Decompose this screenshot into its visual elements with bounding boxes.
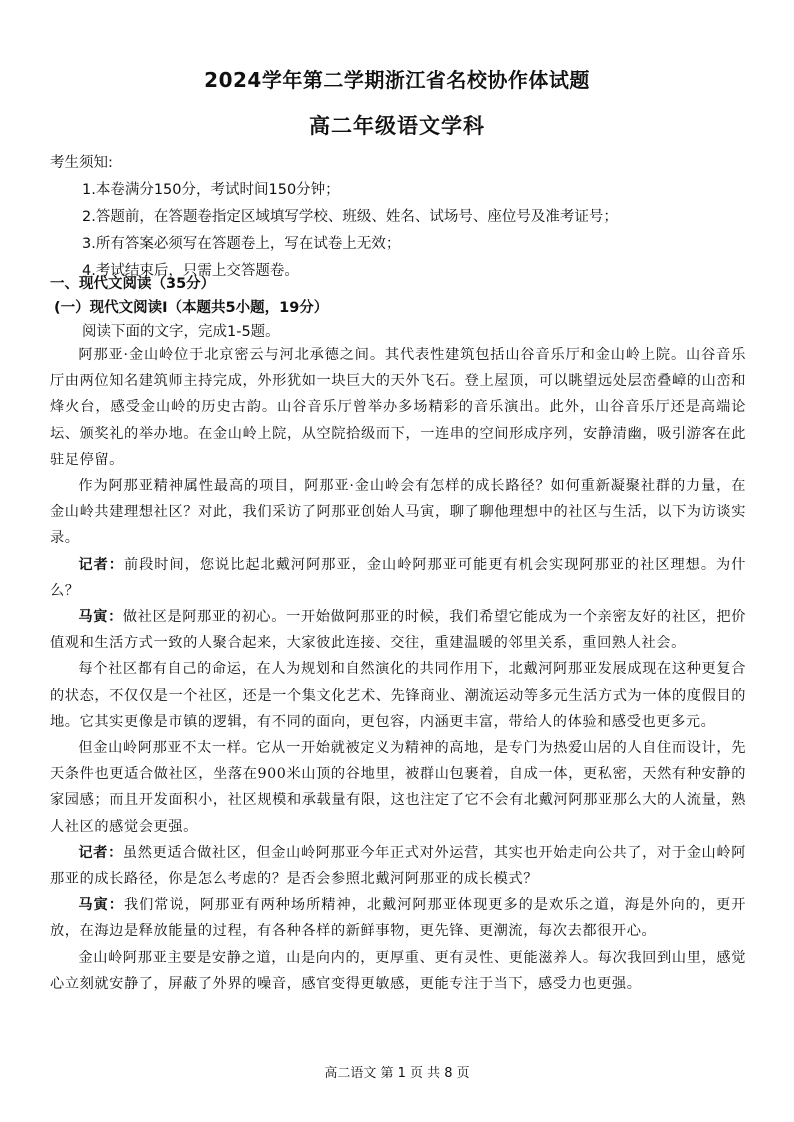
passage-paragraph: 阿那亚·金山岭位于北京密云与河北承德之间。其代表性建筑包括山谷音乐厅和金山岭上院。山谷音乐厅由两位知名建筑师主持完成，外形犹如一块巨大的天外飞石。登上屋顶，可以眺望远处层峦叠嶂的山峦和烽火台，感受金山岭的历史古韵。山谷音乐厅曾举办多场精彩的音乐演出。此外，山谷音乐厅还是高端论坛、颁奖礼的举办地。在金山岭上院，从空院拾级而下，一连串的空间形成序列，安静清幽，吸引游客在此驻足停留。 xyxy=(50,347,746,468)
interview-answer xyxy=(50,892,746,944)
exam-subtitle: 高二年级语文学科 xyxy=(309,114,485,138)
notice-item: 4.考试结束后，只需上交答题卷。 xyxy=(82,263,299,279)
candidate-notice xyxy=(50,150,618,285)
notice-item: 1.本卷满分150分，考试时间150分钟； xyxy=(82,182,340,198)
subsection-heading: (一）现代文阅读Ⅰ（本题共5小题，19分） xyxy=(54,300,329,316)
reading-instruction: 阅读下面的文字，完成1-5题。 xyxy=(82,324,280,340)
interview-question xyxy=(50,552,746,604)
passage-paragraph: 作为阿那亚精神属性最高的项目，阿那亚·金山岭会有怎样的成长路径？如何重新凝聚社群的力量，在金山岭共建理想社区？对此，我们采访了阿那亚创始人马寅，聊了聊他理想中的社区与生活，以下为访谈实录。 xyxy=(50,478,746,547)
reading-passage xyxy=(50,342,746,997)
question-text: 虽然更适合做社区，但金山岭阿那亚今年正式对外运营，其实也开始走向公共了，对于金山岭阿那亚的成长路径，你是怎么考虑的？是否会参照北戴河阿那亚的成长模式？ xyxy=(50,844,746,888)
section-heading: 一、现代文阅读（35分） xyxy=(50,276,216,292)
speaker-label: 马寅： xyxy=(78,897,124,914)
page-footer: 高二语文 第 1 页 共 8 页 xyxy=(324,1066,470,1081)
passage-paragraph: 但金山岭阿那亚不太一样。它从一开始就被定义为精神的高地，是专门为热爱山居的人自住而设计，先天条件也更适合做社区，坐落在900米山顶的谷地里，被群山包裹着，自成一体，更私密，天然有种安静的家园感；而且开发面积小，社区规模和承载量有限，这也注定了它不会有北戴河阿那亚那么大的人流量，熟人社区的感觉会更强。 xyxy=(50,740,746,835)
answer-text: 我们常说，阿那亚有两种场所精神，北戴河阿那亚体现更多的是欢乐之道，海是外向的，更开放，在海边是释放能量的过程，有各种各样的新鲜事物，更先锋、更潮流，每次去都很开心。 xyxy=(50,897,746,940)
interview-answer xyxy=(50,604,746,656)
question-text: 前段时间，您说比起北戴河阿那亚，金山岭阿那亚可能更有机会实现阿那亚的社区理想。为什么？ xyxy=(50,556,746,599)
speaker-label: 记者： xyxy=(78,844,123,861)
speaker-label: 马寅： xyxy=(78,609,123,626)
passage-paragraph: 每个社区都有自己的命运，在人为规划和自然演化的共同作用下，北戴河阿那亚发展成现在这种更复合的状态，不仅仅是一个社区，还是一个集文化艺术、先锋商业、潮流运动等多元生活方式为一体的度假目的地。它其实更像是市镇的逻辑，有不同的面向，更包容，内涵更丰富，带给人的体验和感受也更多元。 xyxy=(50,661,746,730)
notice-heading: 考生须知: xyxy=(50,155,113,171)
answer-text: 做社区是阿那亚的初心。一开始做阿那亚的时候，我们希望它能成为一个亲密友好的社区，把价值观和生活方式一致的人聚合起来，大家彼此连接、交往，重建温暖的邻里关系，重回熟人社会。 xyxy=(50,609,746,652)
notice-item: 3.所有答案必须写在答题卷上，写在试卷上无效； xyxy=(82,236,401,252)
notice-item: 2.答题前，在答题卷指定区域填写学校、班级、姓名、试场号、座位号及准考证号； xyxy=(82,209,618,225)
exam-title: 2024学年第二学期浙江省名校协作体试题 xyxy=(204,68,590,92)
interview-question xyxy=(50,840,746,892)
speaker-label: 记者： xyxy=(78,556,124,573)
passage-paragraph: 金山岭阿那亚主要是安静之道，山是向内的，更厚重、更有灵性、更能滋养人。每次我回到山里，感觉心立刻就安静了，屏蔽了外界的噪音，感官变得更敏感，更能专注于当下，感受力也更强。 xyxy=(50,949,746,992)
